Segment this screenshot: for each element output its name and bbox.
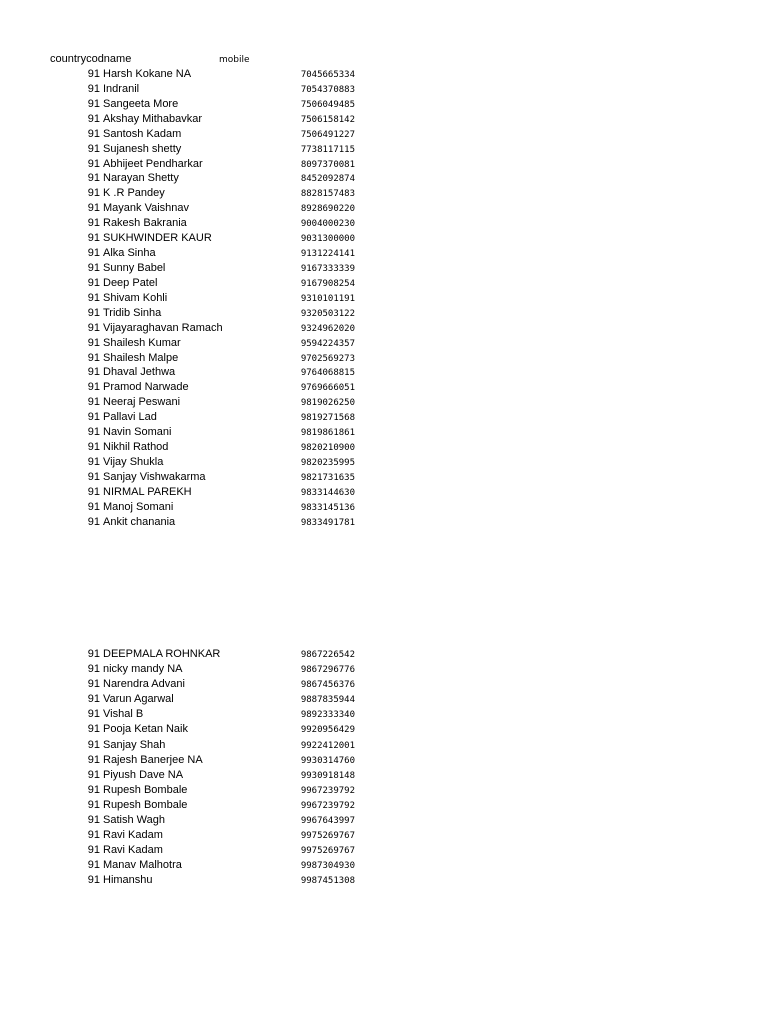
mobile-cell: 8928690220 — [300, 204, 355, 215]
table-row — [0, 753, 768, 768]
name-cell: Harsh Kokane NA — [103, 68, 192, 80]
name-cell: Shivam Kohli — [103, 291, 168, 304]
table-row — [0, 722, 768, 737]
country-code-cell: 91 — [87, 396, 100, 409]
contact-list-block-2 — [0, 647, 768, 889]
mobile-cell: 9833145136 — [300, 502, 355, 513]
mobile-cell: 9930918148 — [300, 770, 355, 781]
name-cell: Nikhil Rathod — [103, 441, 169, 454]
table-row — [0, 336, 768, 351]
country-code-cell: 91 — [87, 157, 100, 170]
name-cell: Deep Patel — [103, 276, 158, 289]
mobile-cell: 9769666051 — [300, 383, 355, 394]
country-code-cell: 91 — [87, 187, 100, 200]
name-cell: Pramod Narwade — [103, 381, 189, 394]
country-code-cell: 91 — [87, 648, 100, 660]
table-row — [0, 410, 768, 425]
mobile-cell: 9820210900 — [300, 443, 355, 454]
mobile-cell: 9920956429 — [300, 725, 355, 736]
country-code-cell: 91 — [87, 678, 100, 691]
mobile-cell: 9310101191 — [300, 293, 355, 304]
country-code-cell: 91 — [87, 814, 100, 827]
name-cell: Piyush Dave NA — [103, 768, 184, 781]
country-code-cell: 91 — [87, 693, 100, 706]
country-code-cell: 91 — [87, 127, 100, 140]
mobile-cell: 9967239792 — [300, 785, 355, 796]
mobile-cell: 9820235995 — [300, 457, 355, 468]
mobile-cell: 9004000230 — [300, 219, 355, 230]
name-cell: Sanjay Vishwakarma — [103, 470, 206, 483]
name-cell: Alka Sinha — [103, 247, 156, 260]
table-row — [0, 351, 768, 366]
country-code-cell: 91 — [87, 470, 100, 483]
mobile-cell: 9867226542 — [300, 650, 355, 660]
name-cell: Narayan Shetty — [103, 172, 179, 185]
mobile-cell: 9892333340 — [300, 710, 355, 721]
table-row — [0, 291, 768, 306]
table-row — [0, 873, 768, 888]
mobile-cell: 7506158142 — [300, 114, 355, 125]
table-row — [0, 662, 768, 677]
table-row — [0, 858, 768, 873]
name-cell: Rupesh Bombale — [103, 783, 188, 796]
name-cell: Shailesh Kumar — [103, 336, 181, 349]
name-cell: Akshay Mithabavkar — [103, 112, 203, 125]
country-code-cell: 91 — [87, 798, 100, 811]
mobile-cell: 9975269767 — [300, 831, 355, 842]
mobile-cell: 7045665334 — [300, 70, 355, 80]
table-row — [0, 515, 768, 530]
table-row — [0, 798, 768, 813]
table-row — [0, 647, 768, 662]
mobile-cell: 9821731635 — [300, 472, 355, 483]
country-code-cell: 91 — [87, 738, 100, 751]
mobile-cell: 9031300000 — [300, 234, 355, 245]
country-code-cell: 91 — [87, 829, 100, 842]
name-cell: Sujanesh shetty — [103, 142, 182, 155]
table-row — [0, 246, 768, 261]
mobile-cell: 9867456376 — [300, 680, 355, 691]
name-cell: Sangeeta More — [103, 97, 179, 110]
contact-list-block-1 — [0, 67, 768, 530]
table-row — [0, 768, 768, 783]
table-row — [0, 67, 768, 82]
table-row — [0, 321, 768, 336]
mobile-cell: 9867296776 — [300, 665, 355, 676]
name-cell: Santosh Kadam — [103, 127, 182, 140]
name-cell: Manav Malhotra — [103, 859, 182, 872]
name-cell: Manoj Somani — [103, 500, 174, 513]
country-code-cell: 91 — [87, 485, 100, 498]
name-cell: Sanjay Shah — [103, 738, 166, 751]
mobile-cell: 9922412001 — [300, 740, 355, 751]
table-row — [0, 813, 768, 828]
name-cell: K .R Pandey — [103, 187, 165, 200]
name-cell: Rupesh Bombale — [103, 798, 188, 811]
country-code-cell: 91 — [87, 306, 100, 319]
mobile-cell: 9594224357 — [300, 338, 355, 349]
table-row — [0, 142, 768, 157]
name-cell: Tridib Sinha — [103, 306, 162, 319]
name-cell: Dhaval Jethwa — [103, 366, 176, 379]
table-row — [0, 261, 768, 276]
table-row — [0, 500, 768, 515]
mobile-cell: 9167333339 — [300, 263, 355, 274]
country-code-cell: 91 — [87, 142, 100, 155]
table-row — [0, 455, 768, 470]
name-cell: Shailesh Malpe — [103, 351, 179, 364]
country-code-cell: 91 — [87, 441, 100, 454]
country-code-cell: 91 — [87, 232, 100, 245]
countrycode-name-header: countrycodname — [50, 53, 132, 65]
name-cell: Rajesh Banerjee NA — [103, 753, 203, 766]
name-cell: Navin Somani — [103, 426, 172, 439]
table-row — [0, 216, 768, 231]
table-row — [0, 276, 768, 291]
name-cell: Narendra Advani — [103, 678, 185, 691]
country-code-cell: 91 — [87, 753, 100, 766]
table-row — [0, 127, 768, 142]
table-row — [0, 470, 768, 485]
country-code-cell: 91 — [87, 500, 100, 513]
country-code-cell: 91 — [87, 366, 100, 379]
mobile-cell: 7738117115 — [300, 144, 355, 155]
country-code-cell: 91 — [87, 708, 100, 721]
country-code-cell: 91 — [87, 381, 100, 394]
country-code-cell: 91 — [87, 68, 100, 80]
country-code-cell: 91 — [87, 247, 100, 260]
name-cell: Pallavi Lad — [103, 411, 157, 424]
mobile-cell: 9131224141 — [300, 249, 355, 260]
country-code-cell: 91 — [87, 663, 100, 676]
country-code-cell: 91 — [87, 515, 100, 528]
name-cell: DEEPMALA ROHNKAR — [103, 648, 221, 660]
name-cell: Ankit chanania — [103, 515, 176, 528]
name-cell: Ravi Kadam — [103, 829, 163, 842]
header-row — [0, 52, 768, 66]
table-row — [0, 365, 768, 380]
mobile-cell: 9987451308 — [300, 876, 355, 887]
mobile-cell: 9819861861 — [300, 428, 355, 439]
table-row — [0, 707, 768, 722]
country-code-cell: 91 — [87, 455, 100, 468]
country-code-cell: 91 — [87, 411, 100, 424]
table-row — [0, 171, 768, 186]
table-row — [0, 395, 768, 410]
table-row — [0, 843, 768, 858]
mobile-cell: 9702569273 — [300, 353, 355, 364]
mobile-cell: 9833491781 — [300, 517, 355, 528]
country-code-cell: 91 — [87, 768, 100, 781]
country-code-cell: 91 — [87, 217, 100, 230]
table-row — [0, 380, 768, 395]
table-row — [0, 112, 768, 127]
table-row — [0, 97, 768, 112]
mobile-cell: 8097370081 — [300, 159, 355, 170]
country-code-cell: 91 — [87, 844, 100, 857]
table-row — [0, 440, 768, 455]
country-code-cell: 91 — [87, 723, 100, 736]
country-code-cell: 91 — [87, 97, 100, 110]
mobile-cell: 9324962020 — [300, 323, 355, 334]
mobile-cell: 9819026250 — [300, 398, 355, 409]
country-code-cell: 91 — [87, 874, 100, 887]
name-cell: Varun Agarwal — [103, 693, 174, 706]
name-cell: Rakesh Bakrania — [103, 217, 187, 230]
name-cell: Neeraj Peswani — [103, 396, 181, 409]
country-code-cell: 91 — [87, 336, 100, 349]
name-cell: Abhijeet Pendharkar — [103, 157, 203, 170]
name-cell: Ravi Kadam — [103, 844, 163, 857]
table-row — [0, 738, 768, 753]
country-code-cell: 91 — [87, 276, 100, 289]
country-code-cell: 91 — [87, 426, 100, 439]
mobile-cell: 9975269767 — [300, 846, 355, 857]
country-code-cell: 91 — [87, 291, 100, 304]
mobile-cell: 9930314760 — [300, 755, 355, 766]
name-cell: NIRMAL PAREKH — [103, 485, 192, 498]
table-row — [0, 692, 768, 707]
mobile-cell: 9764068815 — [300, 368, 355, 379]
mobile-cell: 9967239792 — [300, 800, 355, 811]
mobile-cell: 9819271568 — [300, 413, 355, 424]
name-cell: Vijayaraghavan Ramach — [103, 321, 223, 334]
mobile-cell: 9833144630 — [300, 487, 355, 498]
table-row — [0, 306, 768, 321]
country-code-cell: 91 — [87, 783, 100, 796]
table-row — [0, 231, 768, 246]
table-row — [0, 425, 768, 440]
name-cell: Himanshu — [103, 874, 153, 887]
mobile-cell: 8452092874 — [300, 174, 355, 185]
mobile-header: mobile — [219, 55, 250, 65]
country-code-cell: 91 — [87, 202, 100, 215]
name-cell: SUKHWINDER KAUR — [103, 232, 212, 245]
table-row — [0, 201, 768, 216]
mobile-cell: 9987304930 — [300, 861, 355, 872]
mobile-cell: 7506491227 — [300, 129, 355, 140]
country-code-cell: 91 — [87, 321, 100, 334]
country-code-cell: 91 — [87, 82, 100, 95]
mobile-cell: 9887835944 — [300, 695, 355, 706]
name-cell: Indranil — [103, 82, 140, 95]
table-row — [0, 677, 768, 692]
table-row — [0, 828, 768, 843]
mobile-cell: 9167908254 — [300, 278, 355, 289]
table-row — [0, 783, 768, 798]
name-cell: Sunny Babel — [103, 261, 166, 274]
name-cell: Satish Wagh — [103, 814, 165, 827]
mobile-cell: 7506049485 — [300, 99, 355, 110]
name-cell: Vishal B — [103, 708, 144, 721]
name-cell: Pooja Ketan Naik — [103, 723, 188, 736]
mobile-cell: 8828157483 — [300, 189, 355, 200]
table-row — [0, 157, 768, 172]
mobile-cell: 7054370883 — [300, 84, 355, 95]
country-code-cell: 91 — [87, 351, 100, 364]
name-cell: Mayank Vaishnav — [103, 202, 190, 215]
table-row — [0, 82, 768, 97]
name-cell: nicky mandy NA — [103, 663, 183, 676]
name-cell: Vijay Shukla — [103, 455, 164, 468]
table-row — [0, 485, 768, 500]
table-row — [0, 186, 768, 201]
country-code-cell: 91 — [87, 859, 100, 872]
mobile-cell: 9967643997 — [300, 816, 355, 827]
country-code-cell: 91 — [87, 172, 100, 185]
mobile-cell: 9320503122 — [300, 308, 355, 319]
country-code-cell: 91 — [87, 261, 100, 274]
country-code-cell: 91 — [87, 112, 100, 125]
